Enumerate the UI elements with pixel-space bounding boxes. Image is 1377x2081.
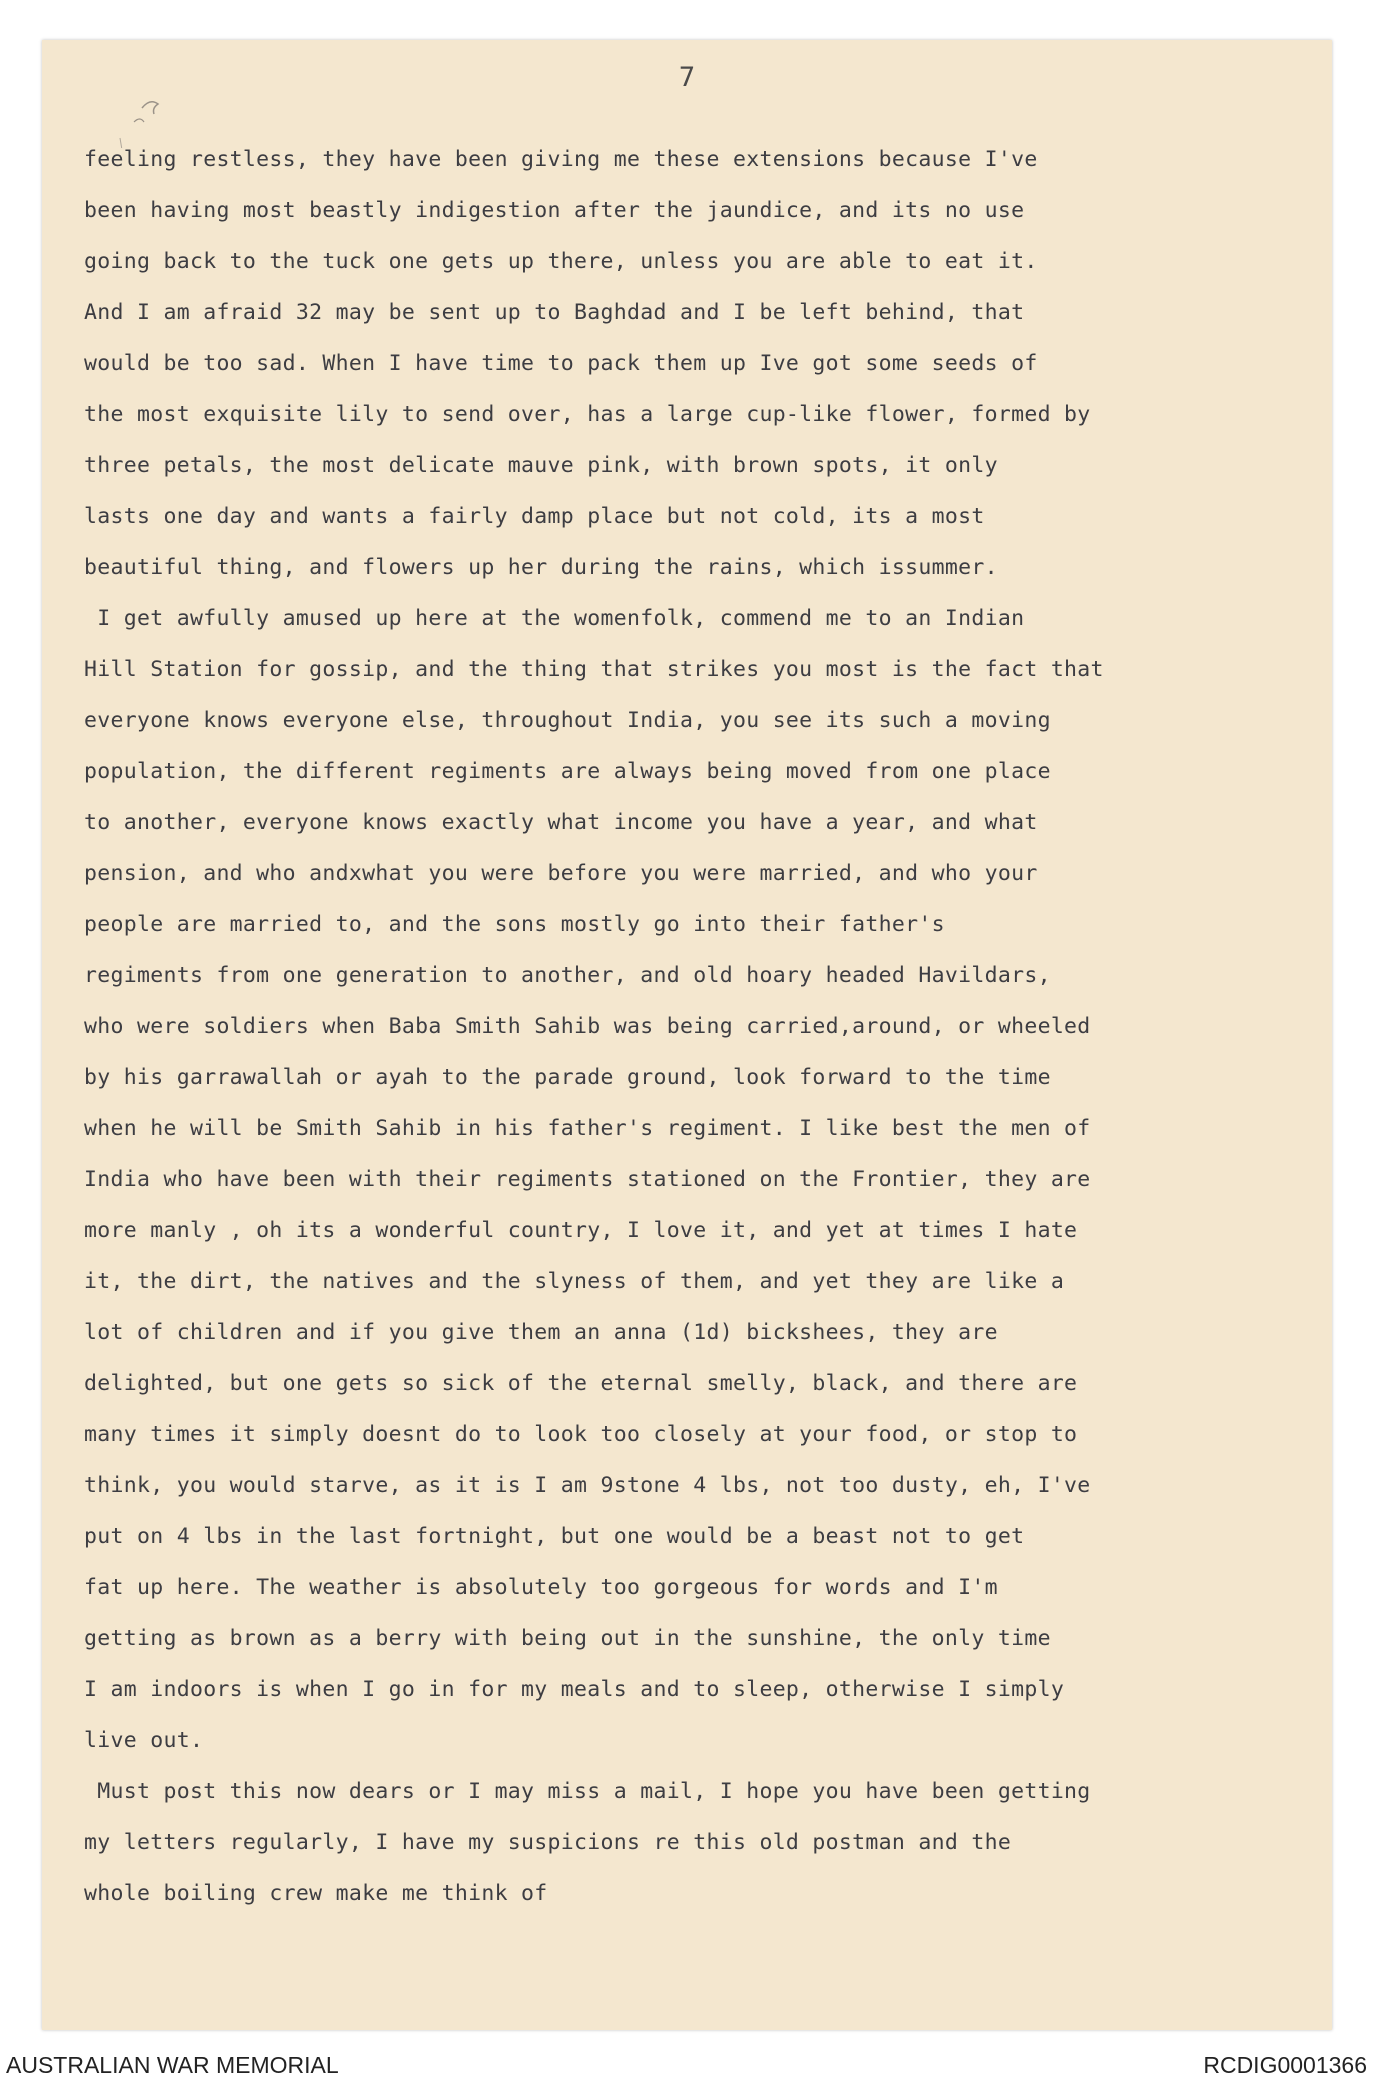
- text-line: everyone knows everyone else, throughout India, you see its such a moving: [84, 708, 1051, 733]
- text-line: population, the different regiments are always being moved from one place: [84, 759, 1051, 784]
- text-line: Hill Station for gossip, and the thing that strikes you most is the fact that: [84, 657, 1104, 682]
- text-line: delighted, but one gets so sick of the eternal smelly, black, and there are: [84, 1371, 1078, 1396]
- text-line: India who have been with their regiments stationed on the Frontier, they are: [84, 1167, 1091, 1192]
- text-line: fat up here. The weather is absolutely too gorgeous for words and I'm: [84, 1575, 998, 1600]
- letter-body: [84, 134, 1314, 1919]
- text-line: been having most beastly indigestion after the jaundice, and its no use: [84, 198, 1025, 223]
- text-line: three petals, the most delicate mauve pink, with brown spots, it only: [84, 453, 998, 478]
- text-line: whole boiling crew make me think of: [84, 1881, 548, 1906]
- text-line: think, you would starve, as it is I am 9stone 4 lbs, not too dusty, eh, I've: [84, 1473, 1091, 1498]
- text-line: Must post this now dears or I may miss a mail, I hope you have been getting: [84, 1779, 1091, 1804]
- text-line: feeling restless, they have been giving me these extensions because I've: [84, 147, 1038, 172]
- text-line: people are married to, and the sons mostly go into their father's: [84, 912, 945, 937]
- text-line: who were soldiers when Baba Smith Sahib was being carried,around, or wheeled: [84, 1014, 1091, 1039]
- archive-footer: [0, 2048, 1377, 2081]
- page-number: 7: [678, 62, 696, 93]
- text-line: pension, and who andxwhat you were before you were married, and who your: [84, 861, 1038, 886]
- text-line: lasts one day and wants a fairly damp place but not cold, its a most: [84, 504, 985, 529]
- text-line: And I am afraid 32 may be sent up to Baghdad and I be left behind, that: [84, 300, 1025, 325]
- text-line: beautiful thing, and flowers up her during the rains, which issummer.: [84, 555, 998, 580]
- institution-label: AUSTRALIAN WAR MEMORIAL: [6, 2052, 339, 2078]
- text-line: to another, everyone knows exactly what income you have a year, and what: [84, 810, 1038, 835]
- text-line: getting as brown as a berry with being out in the sunshine, the only time: [84, 1626, 1051, 1651]
- text-line: more manly , oh its a wonderful country, I love it, and yet at times I hate: [84, 1218, 1078, 1243]
- text-line: the most exquisite lily to send over, has a large cup-like flower, formed by: [84, 402, 1091, 427]
- text-line: I am indoors is when I go in for my meals and to sleep, otherwise I simply: [84, 1677, 1065, 1702]
- record-id-label: RCDIG0001366: [1203, 2052, 1367, 2078]
- text-line: going back to the tuck one gets up there, unless you are able to eat it.: [84, 249, 1038, 274]
- typed-letter-page: [42, 40, 1332, 2030]
- text-line: lot of children and if you give them an anna (1d) bickshees, they are: [84, 1320, 998, 1345]
- text-line: my letters regularly, I have my suspicions re this old postman and the: [84, 1830, 1012, 1855]
- text-line: live out.: [84, 1728, 204, 1753]
- text-line: I get awfully amused up here at the womenfolk, commend me to an Indian: [84, 606, 1025, 631]
- text-line: it, the dirt, the natives and the slyness of them, and yet they are like a: [84, 1269, 1065, 1294]
- text-line: many times it simply doesnt do to look too closely at your food, or stop to: [84, 1422, 1078, 1447]
- text-line: would be too sad. When I have time to pack them up Ive got some seeds of: [84, 351, 1038, 376]
- text-line: regiments from one generation to another, and old hoary headed Havildars,: [84, 963, 1051, 988]
- text-line: when he will be Smith Sahib in his father's regiment. I like best the men of: [84, 1116, 1091, 1141]
- text-line: put on 4 lbs in the last fortnight, but one would be a beast not to get: [84, 1524, 1025, 1549]
- text-line: by his garrawallah or ayah to the parade ground, look forward to the time: [84, 1065, 1051, 1090]
